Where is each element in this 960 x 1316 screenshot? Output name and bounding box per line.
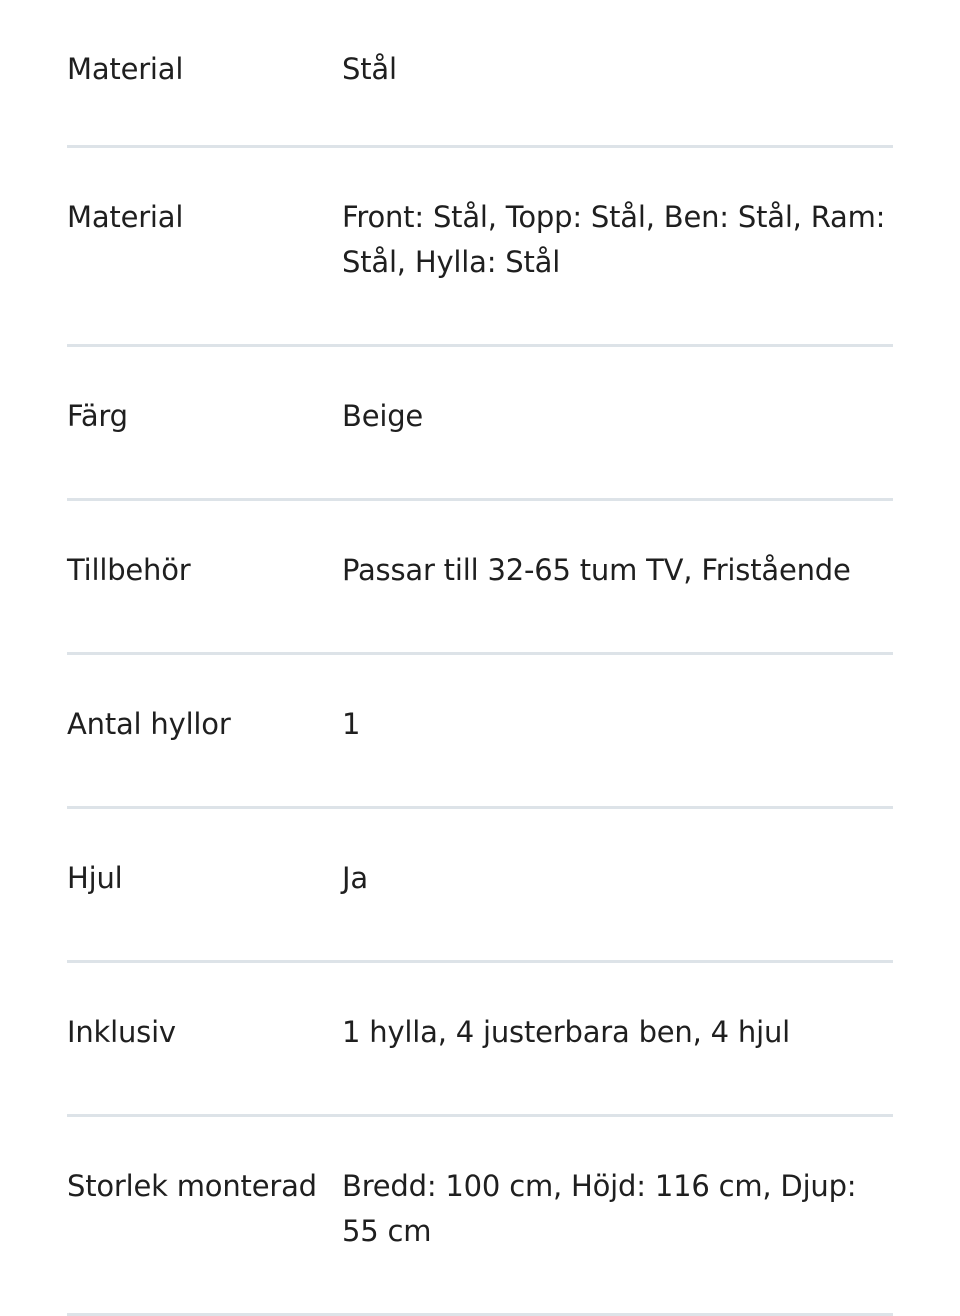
spec-value: 1 bbox=[342, 707, 361, 741]
spec-value: Beige bbox=[342, 399, 424, 433]
spec-row-color bbox=[67, 347, 893, 501]
spec-value: Front: Stål, Topp: Stål, Ben: Stål, Ram: Stål, Hylla: Stål bbox=[342, 200, 886, 279]
spec-row-accessories bbox=[67, 501, 893, 655]
spec-label: Hjul bbox=[67, 861, 123, 895]
spec-value: 1 hylla, 4 justerbara ben, 4 hjul bbox=[342, 1015, 790, 1049]
spec-label: Material bbox=[67, 200, 184, 234]
spec-label: Tillbehör bbox=[67, 553, 191, 587]
spec-value: Ja bbox=[342, 861, 368, 895]
spec-value: Stål bbox=[342, 52, 397, 86]
spec-row-material-details bbox=[67, 148, 893, 347]
spec-value: Bredd: 100 cm, Höjd: 116 cm, Djup: 55 cm bbox=[342, 1169, 857, 1248]
spec-label: Inklusiv bbox=[67, 1015, 176, 1049]
spec-label: Färg bbox=[67, 399, 128, 433]
spec-label: Storlek monterad bbox=[67, 1169, 317, 1203]
spec-row-assembled-size bbox=[67, 1117, 893, 1316]
spec-row-shelf-count bbox=[67, 655, 893, 809]
spec-row-wheels bbox=[67, 809, 893, 963]
spec-row-included bbox=[67, 963, 893, 1117]
spec-label: Material bbox=[67, 52, 184, 86]
specification-table bbox=[67, 0, 893, 1316]
spec-value: Passar till 32-65 tum TV, Fristående bbox=[342, 553, 851, 587]
spec-row-material bbox=[67, 0, 893, 148]
spec-label: Antal hyllor bbox=[67, 707, 231, 741]
